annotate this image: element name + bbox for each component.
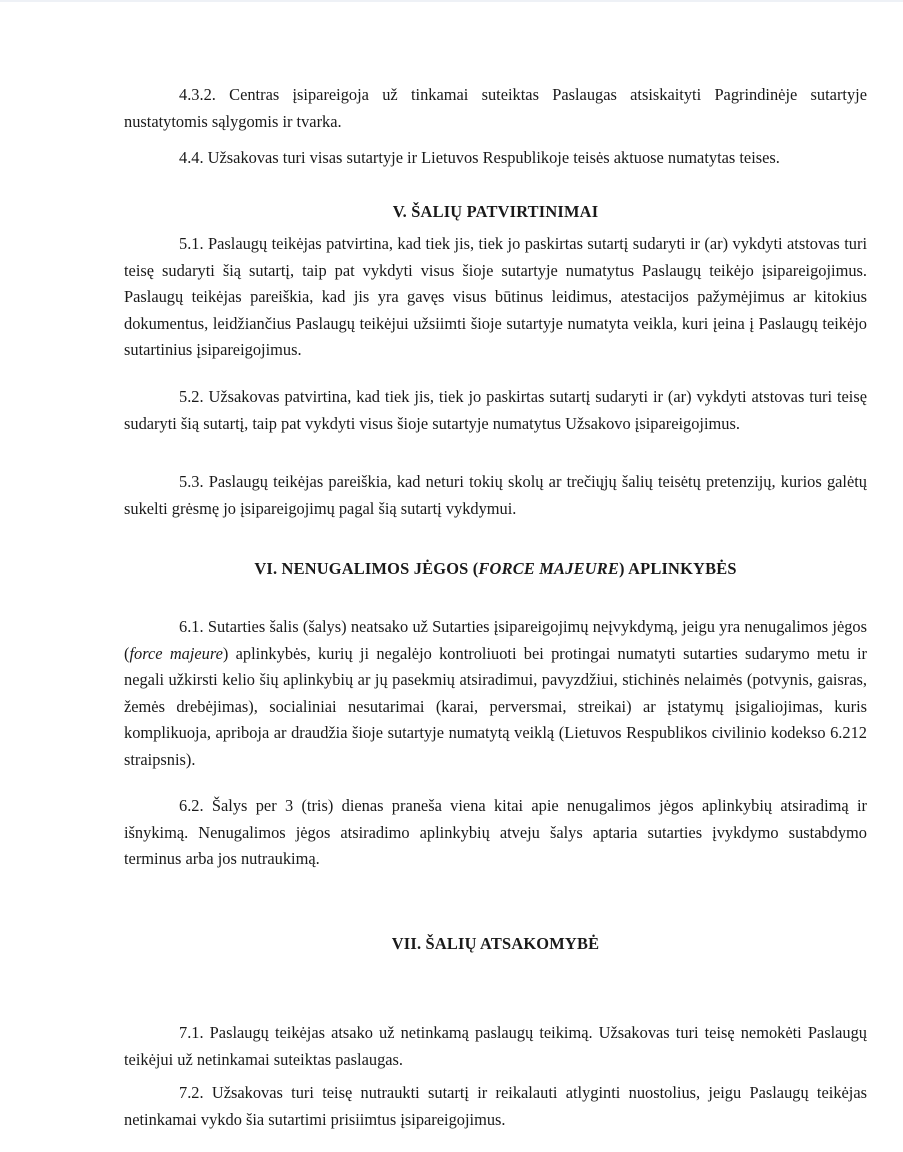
- section-heading-vi: [124, 559, 867, 579]
- paragraph-6-2: 6.2. Šalys per 3 (tris) dienas praneša viena kitai apie nenugalimos jėgos aplinkybių atsiradimą ir išnykimą. Nenugalimos jėgos atsiradimo aplinkybių atveju šalys aptaria sutarties įvykdymo sustabdymo terminus arba jos nutraukimą.: [124, 796, 867, 868]
- paragraph-5-1: 5.1. Paslaugų teikėjas patvirtina, kad tiek jis, tiek jo paskirtas sutartį sudaryti ir (ar) vykdyti atstovas turi teisę sudaryti šią sutartį, taip pat vykdyti visus šioje sutartyje numatytus Paslaugų teikėjo įsipareigojimus. Paslaugų teikėjas pareiškia, kad jis yra gavęs visus būtinus leidimus, atestacijos pažymėjimus ar kitokius dokumentus, leidžiančius Paslaugų teikėjui užsiimti šioje sutartyje numatyta veikla, kuri įeina į Paslaugų teikėjo sutartinius įsipareigojimus.: [124, 234, 867, 359]
- paragraph-7-1: 7.1. Paslaugų teikėjas atsako už netinkamą paslaugų teikimą. Užsakovas turi teisę nemokėti Paslaugų teikėjui už netinkamai suteiktas paslaugas.: [124, 1023, 867, 1069]
- paragraph-4-4: 4.4. Užsakovas turi visas sutartyje ir Lietuvos Respublikoje teisės aktuose numatytas teises.: [179, 148, 780, 167]
- paragraph-5-3: 5.3. Paslaugų teikėjas pareiškia, kad neturi tokių skolų ar trečiųjų šalių teisėtų pretenzijų, kurios galėtų sukelti grėsmę jo įsipareigojimų pagal šią sutartį vykdymui.: [124, 472, 867, 518]
- heading-vi-italic: FORCE MAJEURE: [478, 559, 620, 578]
- paragraph-6-1-italic: force majeure: [129, 643, 223, 663]
- paragraph-6-1: [124, 614, 867, 773]
- section-heading-vii: VII. ŠALIŲ ATSAKOMYBĖ: [391, 934, 600, 953]
- paragraph-7-2: 7.2. Užsakovas turi teisę nutraukti sutartį ir reikalauti atlyginti nuostolius, jeigu Paslaugų teikėjas netinkamai vykdo šia sutartimi prisiimtus įsipareigojimus.: [124, 1083, 867, 1129]
- paragraph-6-1-part-1: 6.1. Sutarties šalis (šalys) neatsako už Sutarties įsipareigojimų neįvykdymą, jeigu yra nenugalimos jėgos (: [124, 617, 867, 663]
- paragraph-6-1-part-2: ) aplinkybės, kurių ji negalėjo kontroliuoti bei protingai numatyti sutarties sudarymo metu ir negali užkirsti kelio šių aplinkybių ar jų pasekmių atsiradimui, pavyzdžiui, stichinės nelaimės (potvynis, gaisras, žemės drebėjimas), socialiniai nesutarimai (karai, perversmai, streikai) ar įstatymų įsigaliojimas, kuris komplikuoja, apriboja ar draudžia šioje sutartyje numatytą veiklą (Lietuvos Respublikos civilinio kodekso 6.212 straipsnis).: [124, 643, 867, 769]
- heading-vi-part-2: ) APLINKYBĖS: [619, 559, 737, 578]
- heading-vi-part-1: VI. NENUGALIMOS JĖGOS (: [254, 559, 479, 578]
- paragraph-4-3-2: 4.3.2. Centras įsipareigoja už tinkamai suteiktas Paslaugas atsiskaityti Pagrindinėje sutartyje nustatytomis sąlygomis ir tvarka.: [124, 85, 867, 131]
- paragraph-5-2: 5.2. Užsakovas patvirtina, kad tiek jis, tiek jo paskirtas sutartį sudaryti ir (ar) vykdyti atstovas turi teisę sudaryti šią sutartį, taip pat vykdyti visus šioje sutartyje numatytus Užsakovo įsipareigojimus.: [124, 387, 867, 433]
- section-heading-v: V. ŠALIŲ PATVIRTINIMAI: [392, 202, 599, 221]
